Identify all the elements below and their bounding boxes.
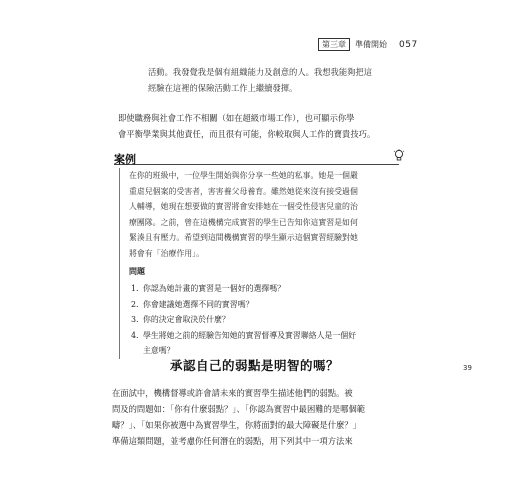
section-heading: 承認自己的弱點是明智的嗎？ [170,358,340,373]
paragraph-line: 會平衡學業與其他責任，而且很有可能，你較取與人工作的寶貴技巧。 [118,129,376,139]
question-number: 3. [131,315,139,324]
margin-number: 39 [463,364,472,372]
question-text: 你會建議她選擇不同的實習嗎？ [143,299,254,309]
case-line: 將會有「治療作用」。 [129,248,204,258]
lightbulb-icon [393,149,405,162]
question-text-continued: 主意嗎？ [143,346,175,355]
question-number: 1. [131,284,139,293]
quote-block [148,64,438,96]
case-line: 療團隊。之前，曾在這機構完成實習的學生已告知你這實習是如何 [129,217,358,227]
question-number: 2. [131,299,139,309]
paragraph-line: 在面試中，機構督導或許會請未來的實習學生描述他們的弱點。被 [112,388,353,398]
question-item [131,281,409,297]
question-item [131,328,409,359]
case-line: 人輔導，她現在想要做的實習將會安排她在一個受性侵害兒童的治 [129,202,358,211]
case-study-box [119,168,409,359]
case-heading [114,148,399,165]
paragraph-line: 準備這類問題，並考慮你任何潛在的弱點，用下列其中一項方法來 [112,436,353,446]
paragraph-line: 問及的問題如：「你有什麼弱點？」、「你認為實習中最困難的是哪個範 [112,404,366,414]
case-line: 緊湊且有壓力。希望到這間機構實習的學生顯示這個實習經驗對她 [129,233,358,242]
paragraph-1 [118,110,418,142]
running-header [318,38,418,51]
question-item [131,297,409,313]
quote-line: 活動。我發覺我是個有組織能力及創意的人。我想我能夠把這 [148,67,373,77]
question-text: 學生將她之前的經驗告知她的實習督導及實習聯絡人是一個好 [143,330,357,340]
case-line: 重虐兒個案的受害者，害害養父母養育。雖然她從來沒有接受過個 [129,186,358,196]
chapter-label: 第三章 [318,38,350,51]
page-number: 057 [399,39,418,50]
quote-line: 經驗在這裡的保險活動工作上繼續發揮。 [148,83,298,93]
paragraph-line: 疇？」、「如果你被選中為實習學生，你將面對的最大障礙是什麼？」 [112,420,361,430]
case-label: 案例 [114,153,136,166]
questions-title: 問題 [129,267,145,276]
section-label: 準備開始 [355,40,387,49]
question-text: 你的決定會取決於什麼？ [143,315,230,324]
question-text: 你認為她計畫的實習是一個好的選擇嗎？ [143,284,286,293]
paragraph-2 [112,385,412,449]
questions-list [129,281,409,359]
question-number: 4. [131,330,139,340]
paragraph-line: 即使職務與社會工作不相關（如在超級市場工作），也可顯示你學 [118,113,355,123]
case-line: 在你的班級中，一位學生開始與你分享一些她的私事。她是一個嚴 [129,171,358,180]
question-item [131,312,409,328]
